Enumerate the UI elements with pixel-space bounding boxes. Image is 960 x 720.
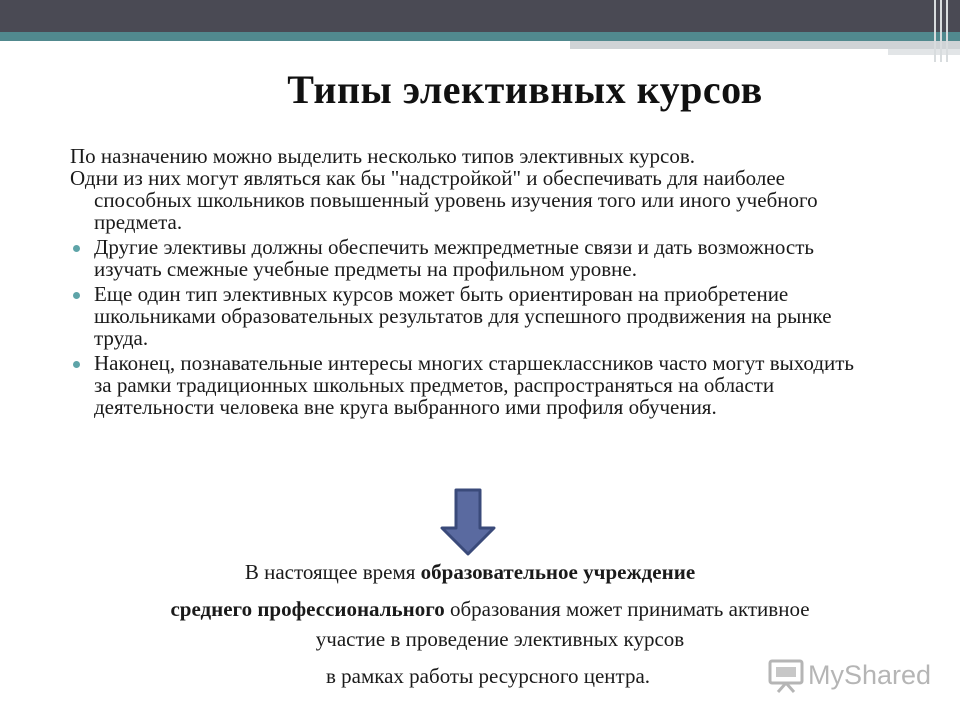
presentation-board-icon xyxy=(768,659,804,693)
bullet-dot-icon xyxy=(73,245,80,252)
bullet-text: Еще один тип элективных курсов может быть ориентирован на приобретение школьниками образовательных результатов для успешного продвижения на рынке труда. xyxy=(94,282,832,350)
conclusion-line-1 xyxy=(0,560,950,585)
bullet-dot-icon xyxy=(73,361,80,368)
conclusion-text: образования может принимать активное xyxy=(444,597,810,621)
watermark-text: MyShared xyxy=(808,660,932,690)
conclusion-line-3: участие в проведение элективных курсов xyxy=(315,627,685,651)
conclusion-line-4: в рамках работы ресурсного центра. xyxy=(325,664,651,688)
slide-header-strip xyxy=(570,41,960,49)
conclusion-line-2 xyxy=(10,597,960,622)
decor-vertical-line xyxy=(934,0,936,62)
intro-line-2: Одни из них могут являться как бы "надстройкой" и обеспечивать для наиболее способных школьников повышенный уровень изучения того или иного учебного предмета. xyxy=(70,166,818,234)
watermark-logo xyxy=(768,656,938,696)
bullet-item xyxy=(70,283,870,349)
bullet-text: Другие элективы должны обеспечить межпредметные связи и дать возможность изучать смежные учебные предметы на профильном уровне. xyxy=(94,235,814,281)
conclusion-bold-text: образовательное учреждение xyxy=(420,560,696,584)
bullet-item xyxy=(70,236,870,280)
bullet-text: Наконец, познавательные интересы многих старшеклассников часто могут выходить за рамки традиционных школьных предметов, распространяться на области деятельности человека вне круга выбранного ими профиля обучения. xyxy=(94,351,854,419)
conclusion-bold-text: среднего профессионального xyxy=(170,597,445,621)
down-arrow-icon xyxy=(438,488,498,558)
slide-header-accent-line xyxy=(0,32,960,41)
slide-header-bar xyxy=(0,0,960,32)
intro-line-1: По назначению можно выделить несколько типов элективных курсов. xyxy=(70,144,696,168)
bullet-dot-icon xyxy=(73,292,80,299)
slide-title: Типы элективных курсов xyxy=(287,67,763,112)
bullet-list xyxy=(70,236,870,418)
decor-vertical-line xyxy=(946,0,948,62)
slide-body xyxy=(70,145,870,418)
slide-header-strip-small xyxy=(888,49,960,55)
bullet-item xyxy=(70,352,870,418)
decor-vertical-line xyxy=(940,0,942,62)
conclusion-text: В настоящее время xyxy=(244,560,421,584)
